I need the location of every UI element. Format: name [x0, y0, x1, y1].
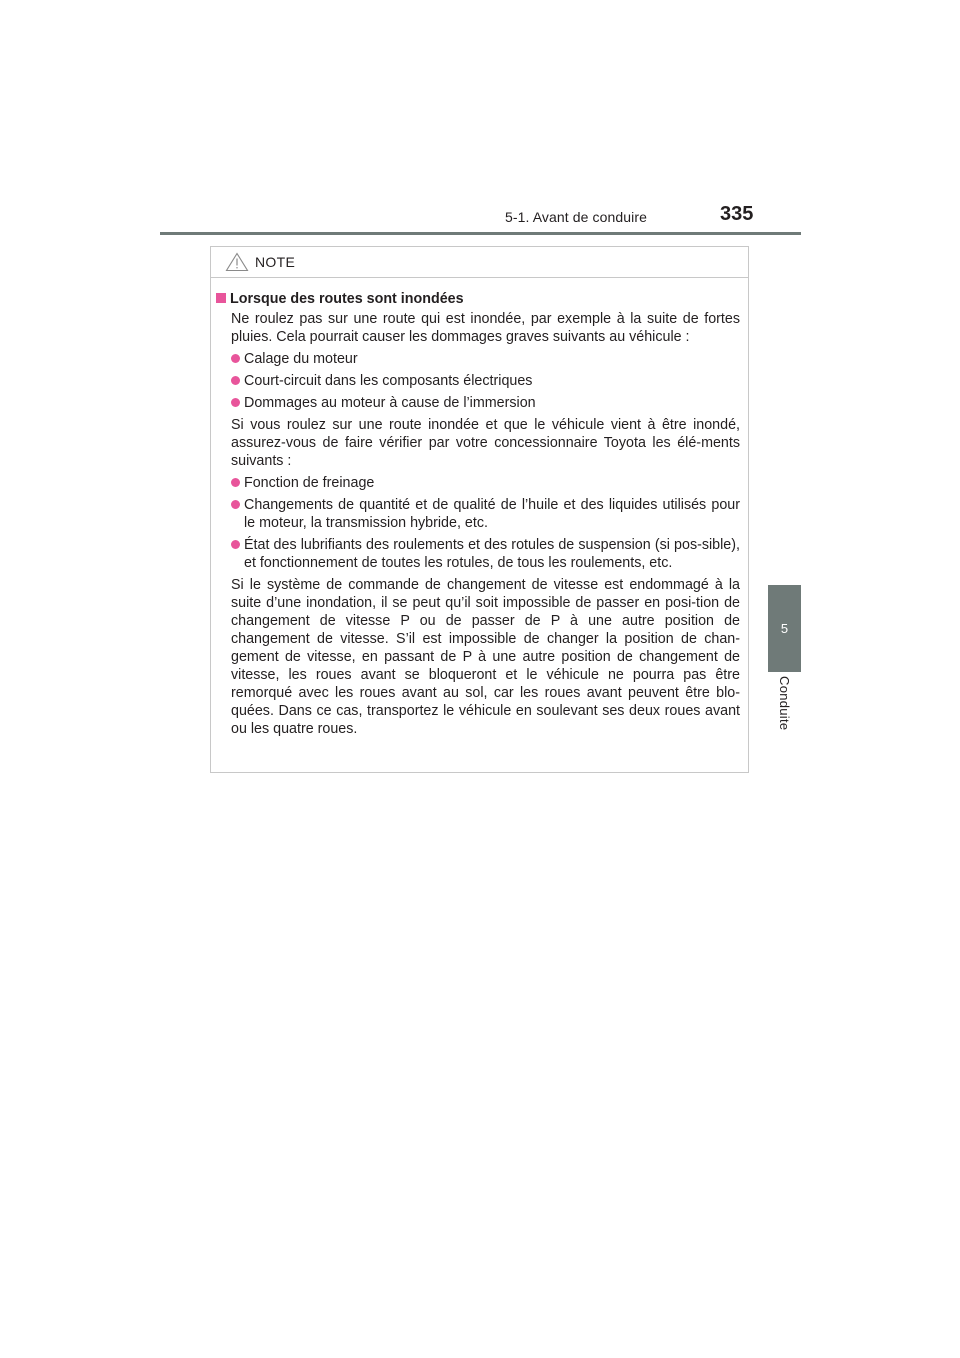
list-item-text: Court-circuit dans les composants électriques: [244, 373, 533, 389]
topic-heading-text: Lorsque des routes sont inondées: [230, 291, 464, 307]
check-paragraph: Si vous roulez sur une route inondée et que le véhicule vient à être inondé, assurez-vous de faire vérifier par votre concessionnaire Toyota les élé-ments suivants :: [231, 417, 740, 469]
warning-triangle-icon: [225, 252, 249, 272]
note-title: NOTE: [255, 254, 296, 270]
note-box: [210, 246, 749, 773]
round-bullet-icon: [231, 500, 240, 509]
chapter-tab: [768, 585, 801, 672]
list-item-text: Calage du moteur: [244, 351, 358, 367]
list-item-text: État des lubrifiants des roulements et des rotules de suspension (si pos-sible), et fonctionnement de toutes les rotules, de tous les roulements, etc.: [244, 537, 740, 571]
closing-paragraph: Si le système de commande de changement de vitesse est endommagé à la suite d’une inondation, il se peut qu’il soit impossible de passer en posi-tion de changement de vitesse P ou de passer de P à une autre position de changement de vitesse. S’il est impossible de changer la position de chan-gement de vitesse, en passant de P à une autre position de changement de vitesse, les roues avant se bloqueront et le véhicule ne pourra pas être remorqué avec les roues avant au sol, car les roues avant peuvent être blo-quées. Dans ce cas, transportez le véhicule en soulevant ses deux roues avant ou les quatre roues.: [231, 577, 740, 737]
round-bullet-icon: [231, 376, 240, 385]
chapter-label: [768, 676, 801, 756]
list-item: [231, 394, 740, 412]
round-bullet-icon: [231, 540, 240, 549]
list-item: [231, 372, 740, 390]
list-item-text: Dommages au moteur à cause de l’immersion: [244, 395, 536, 411]
note-body: [211, 278, 748, 738]
list-item-text: Fonction de freinage: [244, 475, 375, 491]
topic-heading: [216, 290, 740, 308]
square-bullet-icon: [216, 293, 226, 303]
list-item-text: Changements de quantité et de qualité de l’huile et des liquides utilisés pour le moteur, la transmission hybride, etc.: [244, 497, 740, 531]
list-item: [231, 536, 740, 572]
round-bullet-icon: [231, 398, 240, 407]
round-bullet-icon: [231, 354, 240, 363]
section-title: 5-1. Avant de conduire: [505, 209, 648, 225]
page-number: 335: [720, 203, 754, 225]
chapter-label-text: Conduite: [777, 676, 792, 731]
note-header: [211, 247, 748, 278]
chapter-number: 5: [780, 621, 789, 636]
list-item: [231, 350, 740, 368]
intro-paragraph: Ne roulez pas sur une route qui est inondée, par exemple à la suite de fortes pluies. Cela pourrait causer les dommages graves suivants au véhicule :: [231, 311, 740, 345]
list-item: [231, 496, 740, 532]
list-item: [231, 474, 740, 492]
round-bullet-icon: [231, 478, 240, 487]
header-divider: [160, 232, 801, 235]
